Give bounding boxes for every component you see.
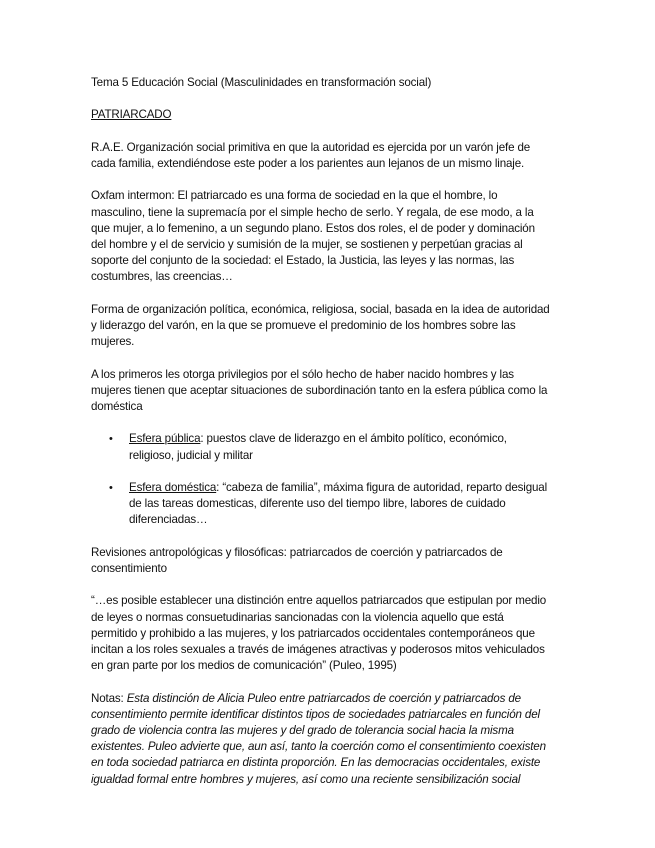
bullet-icon: • xyxy=(109,433,113,446)
list-item xyxy=(91,480,551,529)
section-heading xyxy=(91,107,551,123)
paragraph-oxfam: Oxfam intermon: El patriarcado es una forma de sociedad en la que el hombre, lo masculino, tiene la supremacía por el simple hecho de serlo. Y regala, de ese modo, a la que mujer, a lo femenino, a un segundo plano. Estos dos roles, el de poder y dominación del hombre y el de servicio y sumisión de la mujer, se sostienen y perpetúan gracias al soporte del conjunto de la sociedad: el Estado, la Justicia, las leyes y las normas, las costumbres, las creencias… xyxy=(91,189,535,284)
bullet-term: Esfera pública xyxy=(129,432,201,446)
bullet-term: Esfera doméstica xyxy=(129,480,217,494)
bullet-text: : “cabeza de familia”, máxima figura de autoridad, reparto desigual de las tareas domesticas, diferente uso del tiempo libre, labores de cuidado diferenciadas… xyxy=(129,480,548,527)
list-item xyxy=(91,431,551,463)
paragraph-quote: “…es posible establecer una distinción entre aquellos patriarcados que estipulan por medio de leyes o normas consuetudinarias sancionadas con la violencia aquello que está permitido y prohibido a las mujeres, y los patriarcados occidentales contemporáneos que incitan a los roles sexuales a través de imágenes atractivas y poderosos mitos vehiculados en gran parte por los medios de comunicación” (Puleo, 1995) xyxy=(91,594,547,673)
paragraph-forma: Forma de organización política, económica, religiosa, social, basada en la idea de autoridad y liderazgo del varón, en la que se promueve el predominio de los hombres sobre las mujeres. xyxy=(91,302,550,349)
paragraph-privilegios: A los primeros les otorga privilegios por el sólo hecho de haber nacido hombres y las mujeres tienen que aceptar situaciones de subordinación tanto en la esfera pública como la doméstica xyxy=(91,367,548,413)
document-title: Tema 5 Educación Social (Masculinidades en transformación social) xyxy=(91,76,432,89)
paragraph-rae: R.A.E. Organización social primitiva en que la autoridad es ejercida por un varón jefe de cada familia, extendiéndose este poder a los parientes aun lejanos de un mismo linaje. xyxy=(91,140,531,170)
document-page xyxy=(91,75,551,788)
bullet-list xyxy=(91,431,551,528)
bullet-icon: • xyxy=(109,481,113,494)
bullet-text: : puestos clave de liderazgo en el ámbito político, económico, religioso, judicial y militar xyxy=(129,432,507,462)
notes-text: Esta distinción de Alicia Puleo entre patriarcados de coerción y patriarcados de consentimiento permite identificar distintos tipos de sociedades patriarcales en función del grado de violencia contra las mujeres y del grado de tolerancia social hacia la misma existentes. Puleo advierte que, aun así, tanto la coerción como el consentimiento coexisten en toda sociedad patriarca en distinta proporción. En las democracias occidentales, existe igualdad formal entre hombres y mujeres, así como una reciente sensibilización social xyxy=(91,691,546,786)
section-heading-text: PATRIARCADO xyxy=(91,108,172,122)
notes-label: Notas: xyxy=(91,691,124,705)
paragraph-revisiones: Revisiones antropológicas y filosóficas: patriarcados de coerción y patriarcados de consentimiento xyxy=(91,545,503,575)
paragraph-notes xyxy=(91,691,551,788)
